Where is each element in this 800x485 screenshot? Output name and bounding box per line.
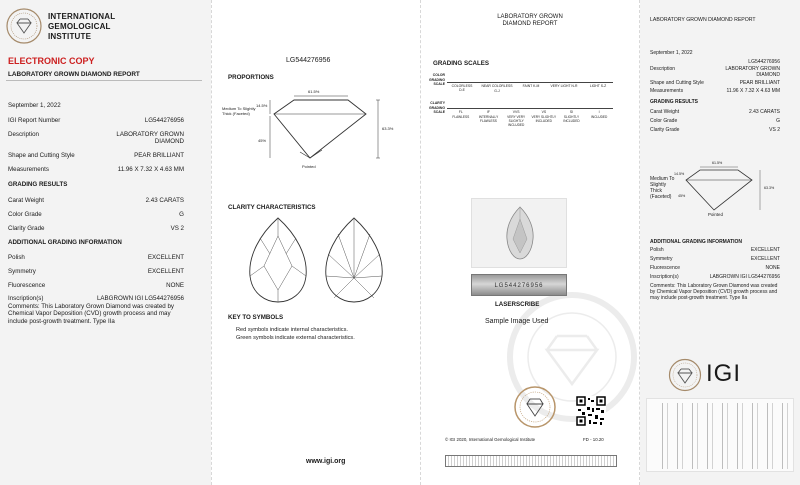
fr-row-shape bbox=[650, 81, 780, 87]
org-line-2: GEMOLOGICAL bbox=[48, 22, 111, 31]
clarity-scale-label: CLARITY GRADING SCALE bbox=[428, 101, 445, 115]
igi-logo-text: IGI bbox=[706, 360, 742, 387]
depth-percent: 63.3% bbox=[382, 126, 394, 131]
fr-row-measurements bbox=[650, 89, 780, 95]
row-label: Carat Weight bbox=[8, 197, 44, 204]
fr-comments-text: Comments: This Laboratory Grown Diamond was created by Chemical Vapor Deposition (CVD) growth process and may include post-growth treatment. Type IIa bbox=[650, 283, 778, 301]
igi-seal-icon bbox=[6, 8, 42, 44]
row-fluorescence bbox=[8, 282, 184, 289]
comments-text: Comments: This Laboratory Grown Diamond was created by Chemical Vapor Deposition (CVD) growth process and may include post-growth treatment. Type IIa bbox=[8, 303, 174, 325]
divider bbox=[6, 80, 202, 81]
row-value: PEAR BRILLIANT bbox=[739, 80, 780, 86]
row-value: G bbox=[179, 211, 184, 218]
row-label: Symmetry bbox=[650, 256, 673, 262]
key-green-text: Green symbols indicate external characteristics. bbox=[236, 335, 355, 341]
row-label: Measurements bbox=[650, 88, 684, 94]
culet-text: Pointed bbox=[302, 164, 316, 169]
fr-crown-percent: 14.5% bbox=[674, 172, 685, 176]
diamond-image-icon bbox=[472, 199, 568, 269]
pavilion-percent: 45% bbox=[258, 138, 267, 143]
center-title: LABORATORY GROWN DIAMOND REPORT bbox=[497, 14, 563, 27]
row-label: Description bbox=[8, 131, 39, 138]
row-label: Inscription(s) bbox=[650, 274, 679, 280]
row-value: LABGROWN IGI LG544276956 bbox=[96, 295, 184, 302]
clarity-col-label: IF bbox=[486, 110, 490, 114]
row-value: 2.43 CARATS bbox=[748, 109, 780, 115]
folded-summary-strip bbox=[646, 398, 794, 472]
electronic-copy-label: ELECTRONIC COPY bbox=[8, 56, 95, 66]
copyright-text: © IGI 2020, International Gemological Institute bbox=[445, 437, 536, 442]
color-col-2: NEAR COLORLESS G-J bbox=[481, 84, 513, 93]
row-report-number bbox=[8, 117, 184, 124]
color-col-3: FAINT K-M bbox=[522, 84, 540, 88]
row-value: VS 2 bbox=[170, 225, 184, 232]
row-value: LG544276956 bbox=[144, 117, 184, 124]
row-label: IGI Report Number bbox=[8, 117, 61, 124]
row-label: Fluorescence bbox=[650, 265, 681, 271]
igi-logo-icon bbox=[668, 358, 702, 392]
sample-image-label: Sample Image Used bbox=[485, 318, 549, 325]
row-label: Symmetry bbox=[8, 268, 36, 275]
clarity-characteristics-heading: CLARITY CHARACTERISTICS bbox=[228, 204, 316, 211]
proportions-heading: PROPORTIONS bbox=[228, 74, 274, 81]
row-label: Color Grade bbox=[8, 211, 42, 218]
left-panel bbox=[0, 0, 211, 485]
igi-gold-seal-icon bbox=[513, 385, 557, 429]
row-description bbox=[8, 131, 184, 145]
color-scale-label: COLOR GRADING SCALE bbox=[428, 73, 445, 87]
row-value: EXCELLENT bbox=[147, 268, 184, 275]
middle-panel bbox=[212, 0, 420, 485]
row-value: VS 2 bbox=[769, 127, 780, 133]
folded-summary-microtext bbox=[653, 403, 789, 469]
clarity-col-label: SI bbox=[569, 110, 574, 114]
row-label: Shape and Cutting Style bbox=[650, 80, 704, 86]
org-name bbox=[48, 12, 115, 42]
row-color bbox=[8, 211, 184, 218]
key-symbols-heading: KEY TO SYMBOLS bbox=[228, 314, 284, 321]
clarity-col-desc: INCLUDED bbox=[591, 115, 608, 119]
fr-row-polish bbox=[650, 248, 780, 254]
right-center-panel bbox=[421, 0, 639, 485]
color-col-5: LIGHT S-Z bbox=[589, 84, 607, 88]
row-measurements bbox=[8, 166, 184, 173]
fr-row-color bbox=[650, 119, 780, 125]
fr-pavilion-percent: 45% bbox=[678, 194, 686, 198]
color-scale-line bbox=[447, 82, 613, 83]
website-url: www.igi.org bbox=[306, 458, 346, 465]
clarity-col-label: VVS bbox=[512, 110, 520, 114]
fr-girdle-text: Medium To Slightly Thick (Faceted) bbox=[650, 176, 675, 200]
fr-row-description bbox=[650, 67, 780, 78]
row-value: 2.43 CARATS bbox=[145, 197, 184, 204]
row-label: Inscription(s) bbox=[8, 295, 44, 302]
clarity-col-desc: INTERNALLY FLAWLESS bbox=[478, 115, 499, 123]
row-inscription bbox=[8, 295, 184, 302]
row-value: NONE bbox=[166, 282, 184, 289]
far-right-panel bbox=[640, 0, 800, 485]
fr-grading-results-heading: GRADING RESULTS bbox=[650, 99, 698, 105]
fr-additional-heading: ADDITIONAL GRADING INFORMATION bbox=[650, 239, 743, 245]
row-carat bbox=[8, 197, 184, 204]
row-value: 11.96 X 7.32 X 4.63 MM bbox=[117, 166, 184, 173]
row-label: Fluorescence bbox=[8, 282, 46, 289]
additional-heading: ADDITIONAL GRADING INFORMATION bbox=[8, 239, 122, 246]
fr-table-percent: 61.5% bbox=[712, 161, 723, 165]
laserscribe-label: LASERSCRIBE bbox=[495, 301, 540, 308]
fr-row-fluorescence bbox=[650, 266, 780, 272]
fr-row-symmetry bbox=[650, 257, 780, 263]
clarity-plot-diagram bbox=[242, 214, 392, 304]
girdle-text: Medium To Slightly Thick (Faceted) bbox=[222, 106, 256, 116]
row-value: EXCELLENT bbox=[750, 247, 780, 253]
grading-results-heading: GRADING RESULTS bbox=[8, 181, 68, 188]
table-percent: 61.5% bbox=[308, 89, 320, 94]
far-right-header: LABORATORY GROWN DIAMOND REPORT bbox=[650, 17, 756, 23]
row-value: 11.96 X 7.32 X 4.63 MM bbox=[726, 88, 780, 94]
org-line-1: INTERNATIONAL bbox=[48, 12, 116, 21]
org-line-3: INSTITUTE bbox=[48, 32, 92, 41]
row-value: LABGROWN IGI LG544276956 bbox=[709, 274, 780, 280]
color-col-1-range: D-E bbox=[459, 88, 465, 92]
clarity-col-desc: VERY VERY SLIGHTLY INCLUDED bbox=[507, 115, 526, 127]
row-clarity bbox=[8, 225, 184, 232]
clarity-col-label: I bbox=[598, 110, 600, 114]
row-label: Clarity Grade bbox=[650, 127, 680, 133]
clarity-col-desc: VERY SLIGHTLY INCLUDED bbox=[531, 115, 557, 123]
fr-culet-text: Pointed bbox=[708, 212, 723, 217]
row-label: Clarity Grade bbox=[8, 225, 45, 232]
report-title: LABORATORY GROWN DIAMOND REPORT bbox=[8, 71, 140, 78]
row-label: Polish bbox=[8, 254, 25, 261]
key-red-text: Red symbols indicate internal characteristics. bbox=[236, 327, 348, 333]
row-value: NONE bbox=[765, 265, 780, 271]
row-value: LABORATORY GROWN DIAMOND bbox=[725, 66, 780, 78]
clarity-scale-line bbox=[447, 108, 613, 109]
row-label: Measurements bbox=[8, 166, 49, 173]
row-value: G bbox=[776, 118, 780, 124]
laser-inscription-text: LG544276956 bbox=[494, 283, 544, 289]
security-strip bbox=[445, 455, 617, 467]
qr-code-icon[interactable] bbox=[576, 396, 606, 426]
row-value: EXCELLENT bbox=[147, 254, 184, 261]
color-col-1: COLORLESS bbox=[451, 84, 473, 88]
row-label: Carat Weight bbox=[650, 109, 680, 115]
fr-row-report-number bbox=[650, 60, 780, 66]
fr-row-inscription bbox=[650, 275, 780, 281]
row-label: Shape and Cutting Style bbox=[8, 152, 75, 159]
fr-row-clarity bbox=[650, 128, 780, 134]
report-date: September 1, 2022 bbox=[8, 102, 61, 109]
row-value: PEAR BRILLIANT bbox=[134, 152, 184, 159]
row-value: EXCELLENT bbox=[750, 256, 780, 262]
fr-row-carat bbox=[650, 110, 780, 116]
row-shape bbox=[8, 152, 184, 159]
color-col-4: VERY LIGHT N-R bbox=[550, 84, 578, 88]
fr-depth-percent: 63.3% bbox=[764, 186, 775, 190]
far-right-date: September 1, 2022 bbox=[650, 50, 693, 56]
clarity-col-desc: SLIGHTLY INCLUDED bbox=[563, 115, 580, 123]
crown-percent: 14.5% bbox=[256, 103, 268, 108]
row-label: Description bbox=[650, 66, 676, 72]
clarity-col-desc: FLAWLESS bbox=[452, 115, 470, 119]
clarity-col-label: VS bbox=[541, 110, 547, 114]
row-polish bbox=[8, 254, 184, 261]
clarity-col-label: FL bbox=[458, 110, 463, 114]
row-label: Polish bbox=[650, 247, 664, 253]
row-symmetry bbox=[8, 268, 184, 275]
grading-scales-heading: GRADING SCALES bbox=[433, 60, 490, 67]
row-label: Color Grade bbox=[650, 118, 678, 124]
row-value: LABORATORY GROWN DIAMOND bbox=[116, 131, 184, 145]
form-number: FD - 10.20 bbox=[583, 437, 604, 442]
diamond-photo bbox=[471, 198, 567, 268]
laser-inscription-image bbox=[471, 274, 567, 296]
row-value: LG544276956 bbox=[748, 59, 780, 65]
report-number-top: LG544276956 bbox=[286, 57, 331, 64]
